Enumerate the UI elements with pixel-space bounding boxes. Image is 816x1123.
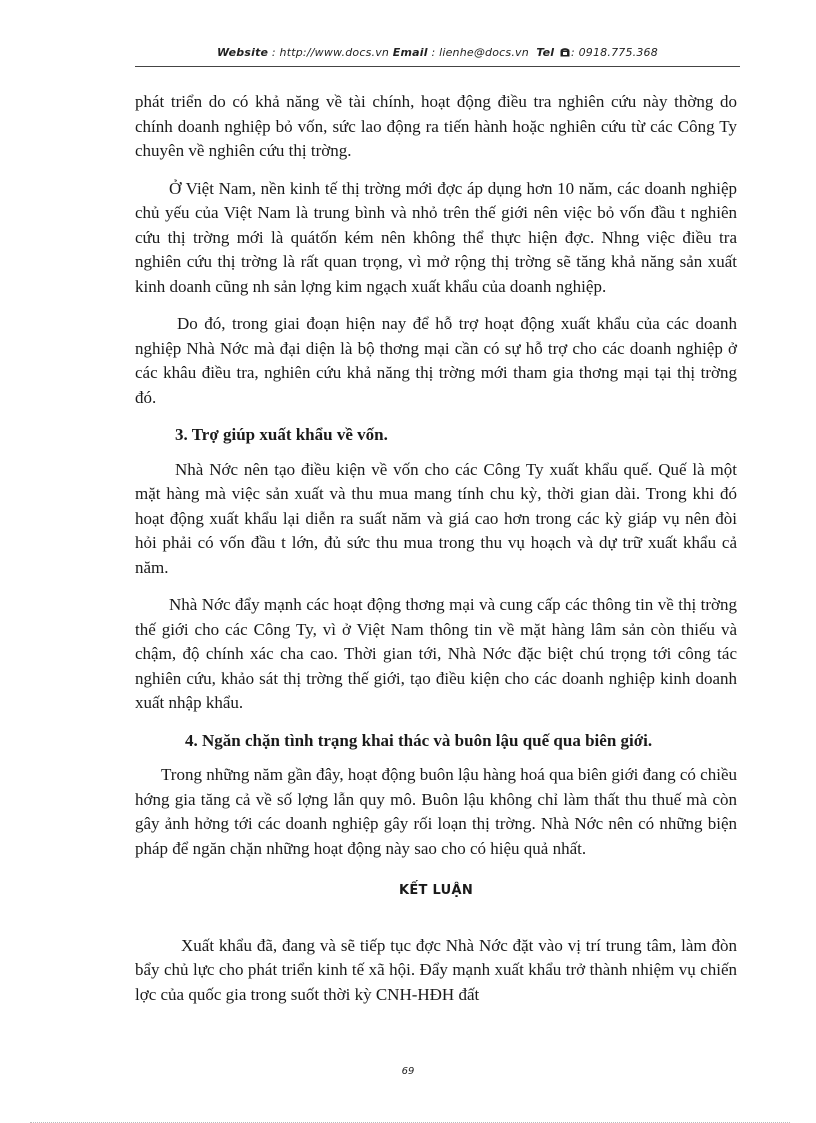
page-header: Website : http://www.docs.vn Email : lienhe@docs.vn Tel : 0918.775.368 [217,46,658,59]
email-value[interactable]: lienhe@docs.vn [439,46,529,59]
page-number: 69 [401,1066,415,1077]
email-label: Email [392,46,428,59]
section-heading-3: 3. Trợ giúp xuất khẩu về vốn. [175,425,388,444]
paragraph-2: Ở Việt Nam, nền kinh tế thị trờng mới đợc áp dụng hơn 10 năm, các doanh nghiệp chủ yếu của Việt Nam là trung bình và nhỏ trên thế giới nên việc bỏ vốn đầu t nghiên cứu thị trờng mới là quátốn kém nên không thể thực hiện đợc. Nhng việc điều tra nghiên cứu thị trờng là rất quan trọng, vì mở rộng thị trờng sẽ tăng khả năng sản xuất kinh doanh cũng nh sản lợng kim ngạch xuất khẩu của doanh nghiệp. [135,178,737,296]
website-label: Website [217,46,269,59]
header-divider [135,66,740,67]
tel-label: Tel [536,46,555,59]
paragraph-3: Do đó, trong giai đoạn hiện nay để hỗ trợ hoạt động xuất khẩu của các doanh nghiệp Nhà Nớc mà đại diện là bộ thơng mại cần có sự hỗ trợ cho các doanh nghiệp ở các khâu điều tra, nghiên cứu khả năng thị trờng mới tham gia thơng mại tại thị trờng đó. [135,314,737,407]
paragraph-6: Trong những năm gần đây, hoạt động buôn lậu hàng hoá qua biên giới đang có chiều hớng gia tăng cả về số lợng lẫn quy mô. Buôn lậu không chỉ làm thất thu thuế mà còn gây ảnh hởng tới các doanh nghiệp gây rối loạn thị trờng. Nhà Nớc nên có những biện pháp để ngăn chặn những hoạt động này sao cho có hiệu quả nhất. [135,765,737,858]
paragraph-4: Nhà Nớc nên tạo điều kiện về vốn cho các Công Ty xuất khẩu quế. Quế là một mặt hàng mà việc sản xuất và thu mua mang tính chu kỳ, thời gian dài. Trong khi đó hoạt động xuất khẩu lại diễn ra suất năm và giá cao hơn trong các kỳ giáp vụ nên đòi hỏi phải có vốn đầu t lớn, đủ sức thu mua trong thu vụ hoạch và dự trữ xuất khẩu cả năm. [135,459,737,577]
website-url[interactable]: http://www.docs.vn [279,46,390,59]
document-body [135,90,737,1020]
phone-icon [560,48,570,57]
paragraph-7: Xuất khẩu đã, đang và sẽ tiếp tục đợc Nhà Nớc đặt vào vị trí trung tâm, làm đòn bẩy chủ lực cho phát triển kinh tế xã hội. Đẩy mạnh xuất khẩu trở thành nhiệm vụ chiến lợc của quốc gia trong suốt thời kỳ CNH-HĐH đất [135,935,737,1004]
conclusion-title: KẾT LUẬN [398,883,474,898]
tel-value[interactable]: 0918.775.368 [578,46,658,59]
paragraph-1: phát triển do có khả năng về tài chính, hoạt động điều tra nghiên cứu này thờng do chính doanh nghiệp bỏ vốn, sức lao động ra tiến hành hoặc nghiên cứu từ các Công Ty chuyên về nghiên cứu thị trờng. [135,92,737,160]
section-heading-4: 4. Ngăn chặn tình trạng khai thác và buôn lậu quế qua biên giới. [185,730,653,750]
paragraph-5: Nhà Nớc đẩy mạnh các hoạt động thơng mại và cung cấp các thông tin về thị trờng thế giới cho các Công Ty, vì ở Việt Nam thông tin về mặt hàng lâm sản còn thiếu và chậm, độ chính xác cha cao. Thời gian tới, Nhà Nớc đặc biệt chú trọng tới công tác nghiên cứu, khảo sát thị trờng thế giới, tạo điều kiện cho các doanh nghiệp kinh doanh xuất nhập khẩu. [135,595,737,712]
